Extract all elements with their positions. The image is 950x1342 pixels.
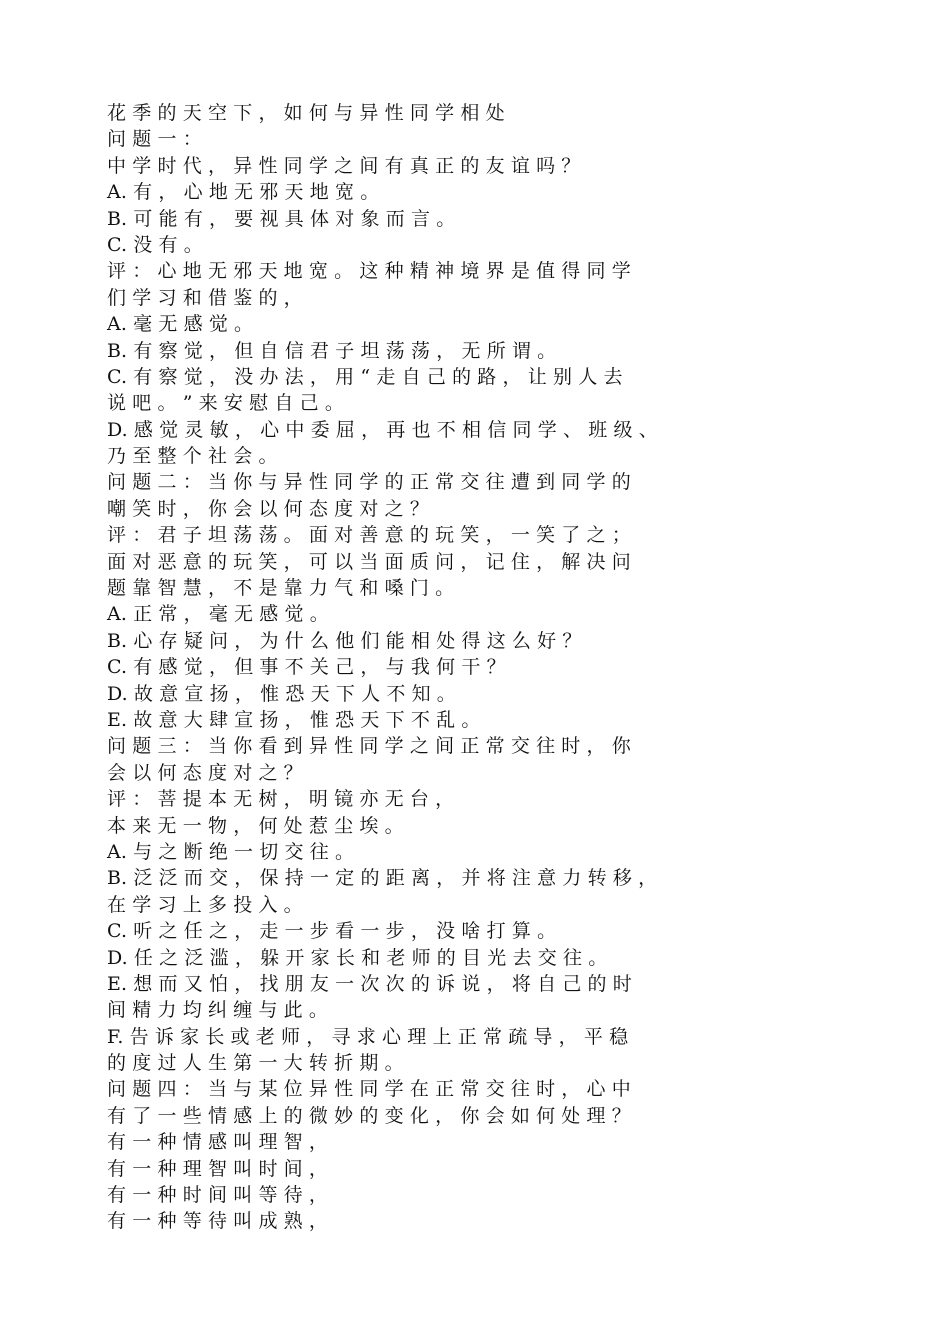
document-body: [107, 100, 887, 1235]
question-heading: 问 题 三 ： 当 你 看 到 异 性 同 学 之 间 正 常 交 往 时 ， 你: [107, 735, 631, 758]
verse-line: 有 一 种 情 感 叫 理 智 ，: [107, 1131, 329, 1154]
option-line: F. 告 诉 家 长 或 老 师 ， 寻 求 心 理 上 正 常 疏 导 ， 平 稳: [107, 1025, 629, 1048]
option-line: 说 吧 。 ” 来 安 慰 自 己 。: [107, 392, 344, 415]
option-line: B. 心 存 疑 问 ， 为 什 么 他 们 能 相 处 得 这 么 好 ？: [107, 629, 582, 652]
option-line: C. 有 感 觉 ， 但 事 不 关 己 ， 与 我 何 干 ？: [107, 656, 506, 679]
option-line: 在 学 习 上 多 投 入 。: [107, 893, 303, 916]
option-line: D. 任 之 泛 滥 ， 躲 开 家 长 和 老 师 的 目 光 去 交 往 。: [107, 946, 608, 969]
comment-line: 题 靠 智 慧 ， 不 是 靠 力 气 和 嗓 门 。: [107, 577, 455, 600]
comment-line: 评 ： 心 地 无 邪 天 地 宽 。 这 种 精 神 境 界 是 值 得 同 学: [107, 260, 631, 283]
comment-line: 本 来 无 一 物 ， 何 处 惹 尘 埃 。: [107, 814, 404, 837]
option-line: E. 故 意 大 肆 宣 扬 ， 惟 恐 天 下 不 乱 。: [107, 708, 481, 731]
option-line: C. 有 察 觉 ， 没 办 法 ， 用 “ 走 自 己 的 路 ， 让 别 人 去: [107, 365, 623, 388]
verse-line: 有 一 种 理 智 叫 时 间 ，: [107, 1157, 329, 1180]
option-line: C. 听 之 任 之 ， 走 一 步 看 一 步 ， 没 啥 打 算 。: [107, 920, 557, 943]
option-line: A. 与 之 断 绝 一 切 交 往 。: [107, 840, 355, 863]
question-heading: 问 题 二 ： 当 你 与 异 性 同 学 的 正 常 交 往 遭 到 同 学 的: [107, 471, 631, 494]
option-line: C. 没 有 。: [107, 233, 203, 256]
option-line: 间 精 力 均 纠 缠 与 此 。: [107, 999, 329, 1022]
option-line: A. 有 ， 心 地 无 邪 天 地 宽 。: [107, 181, 380, 204]
question-heading: 问 题 四 ： 当 与 某 位 异 性 同 学 在 正 常 交 往 时 ， 心 中: [107, 1078, 631, 1101]
option-line: B. 有 察 觉 ， 但 自 信 君 子 坦 荡 荡 ， 无 所 谓 。: [107, 339, 557, 362]
comment-line: 面 对 恶 意 的 玩 笑 ， 可 以 当 面 质 问 ， 记 住 ， 解 决 问: [107, 550, 631, 573]
option-line: B. 可 能 有 ， 要 视 具 体 对 象 而 言 。: [107, 207, 456, 230]
question-text: 中 学 时 代 ， 异 性 同 学 之 间 有 真 正 的 友 谊 吗 ？: [107, 154, 581, 177]
option-line: E. 想 而 又 怕 ， 找 朋 友 一 次 次 的 诉 说 ， 将 自 己 的 时: [107, 972, 632, 995]
option-line: B. 泛 泛 而 交 ， 保 持 一 定 的 距 离 ， 并 将 注 意 力 转 移 ，: [107, 867, 658, 890]
question-heading: 问 题 一 ：: [107, 128, 202, 151]
question-text: 嘲 笑 时 ， 你 会 以 何 态 度 对 之 ？: [107, 497, 429, 520]
comment-line: 们 学 习 和 借 鉴 的 ，: [107, 286, 303, 309]
verse-line: 有 一 种 等 待 叫 成 熟 ，: [107, 1210, 329, 1233]
option-line: D. 故 意 宣 扬 ， 惟 恐 天 下 人 不 知 。: [107, 682, 456, 705]
option-line: D. 感 觉 灵 敏 ， 心 中 委 屈 ， 再 也 不 相 信 同 学 、 班 级 、: [107, 418, 658, 441]
question-text: 会 以 何 态 度 对 之 ？: [107, 761, 303, 784]
option-line: 的 度 过 人 生 第 一 大 转 折 期 。: [107, 1052, 404, 1075]
option-line: A. 正 常 ， 毫 无 感 觉 。: [107, 603, 329, 626]
title-line: 花 季 的 天 空 下 ， 如 何 与 异 性 同 学 相 处: [107, 102, 505, 124]
verse-line: 有 一 种 时 间 叫 等 待 ，: [107, 1184, 329, 1207]
option-line: 乃 至 整 个 社 会 。: [107, 445, 278, 468]
question-text: 有 了 一 些 情 感 上 的 微 妙 的 变 化 ， 你 会 如 何 处 理 ？: [107, 1104, 631, 1127]
option-line: A. 毫 无 感 觉 。: [107, 313, 254, 336]
comment-line: 评 ： 君 子 坦 荡 荡 。 面 对 善 意 的 玩 笑 ， 一 笑 了 之 ；: [107, 524, 631, 547]
comment-line: 评 ： 菩 提 本 无 树 ， 明 镜 亦 无 台 ，: [107, 788, 455, 811]
